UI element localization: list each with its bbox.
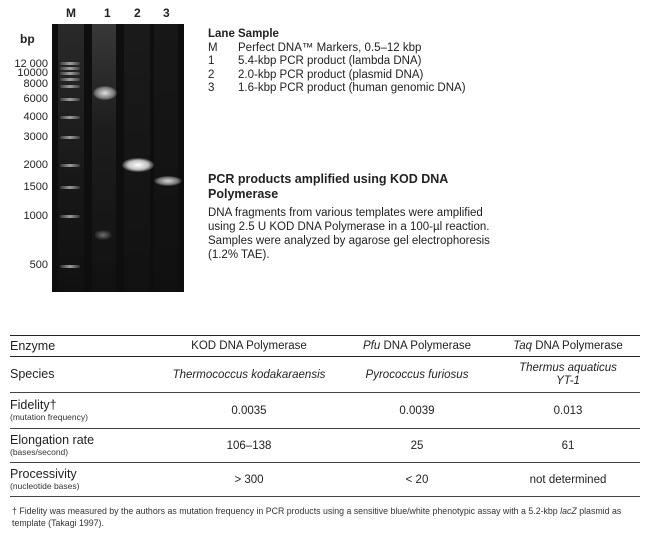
header-pfu-italic: Pfu (362, 340, 381, 352)
ladder-label-1000: 1000 (23, 210, 48, 222)
legend-sample: 2.0-kbp PCR product (plasmid DNA) (238, 68, 424, 81)
footnote-italic: lacZ (560, 506, 577, 516)
elongation-pfu: 25 (338, 429, 496, 463)
elongation-sub: (bases/second) (10, 447, 69, 457)
lane-label-2: 2 (134, 6, 141, 20)
ladder-label-4000: 4000 (23, 111, 48, 123)
ladder-band (60, 72, 80, 75)
ladder-label-8000: 8000 (23, 78, 48, 90)
processivity-taq: not determined (496, 463, 640, 497)
legend-header-sample: Sample (238, 28, 279, 40)
ladder-band (60, 62, 80, 65)
processivity-kod: > 300 (160, 463, 338, 497)
header-pfu (338, 336, 496, 357)
fidelity-kod: 0.0035 (160, 393, 338, 429)
row-label-elongation (10, 429, 160, 463)
sample-band-lane-1 (93, 86, 117, 100)
species-pfu: Pyrococcus furiosus (338, 357, 496, 393)
legend-lane: 3 (208, 82, 215, 94)
elongation-kod: 106–138 (160, 429, 338, 463)
ladder-label-12000: 12 000 (14, 58, 48, 70)
elongation-taq: 61 (496, 429, 640, 463)
legend-lane: M (208, 41, 218, 54)
ladder-band (60, 265, 80, 268)
header-taq-rest: DNA Polymerase (532, 340, 623, 352)
fidelity-pfu: 0.0039 (338, 393, 496, 429)
legend-sample: Perfect DNA™ Markers, 0.5–12 kbp (238, 41, 422, 54)
ladder-band (60, 85, 80, 88)
sample-band-lane-2 (122, 158, 154, 172)
processivity-pfu: < 20 (338, 463, 496, 497)
species-taq (496, 357, 640, 393)
legend-row (208, 69, 466, 83)
ladder-band (60, 98, 80, 101)
row-label-processivity (10, 463, 160, 497)
faint-band-lane-1 (94, 230, 112, 240)
legend-sample: 5.4-kbp PCR product (lambda DNA) (238, 55, 422, 67)
row-label-fidelity (10, 393, 160, 429)
ladder-band (60, 186, 80, 189)
caption-title: PCR products amplified using KOD DNA Polymerase (208, 172, 448, 201)
lane-label-1: 1 (104, 6, 111, 20)
header-taq-italic: Taq (513, 340, 532, 352)
elongation-label: Elongation rate (10, 433, 95, 447)
header-taq (496, 336, 640, 357)
enzyme-comparison-table (10, 335, 640, 497)
legend-lane: 2 (208, 68, 215, 81)
table-row-fidelity (10, 393, 640, 429)
ladder-label-2000: 2000 (23, 159, 48, 171)
ladder-band (60, 78, 80, 81)
caption-body: DNA fragments from various templates were amplified using 2.5 U KOD DNA Polymerase in a 100-µl reaction. Samples were analyzed by agarose gel electrophoresis (1.2% TAE). (208, 207, 490, 261)
lane-smear-3 (154, 24, 178, 292)
lane-label-m: M (66, 6, 76, 20)
lane-smear-1 (92, 24, 116, 292)
ladder-band (60, 136, 80, 139)
lane-label-3: 3 (163, 6, 170, 20)
ladder-band (60, 164, 80, 167)
legend-sample: 1.6-kbp PCR product (human genomic DNA) (238, 82, 466, 94)
table-footnote (12, 505, 638, 529)
lane-legend (208, 28, 466, 96)
table-row-processivity (10, 463, 640, 497)
ladder-label-3000: 3000 (23, 131, 48, 143)
ladder-label-10000: 10000 (17, 67, 48, 79)
ladder-band (60, 215, 80, 218)
header-kod: KOD DNA Polymerase (160, 336, 338, 357)
legend-header-lane: Lane (208, 28, 235, 40)
ladder-band (60, 67, 80, 70)
legend-row (208, 55, 466, 69)
species-taq-line2: YT-1 (556, 374, 580, 387)
table-header-row (10, 336, 640, 357)
header-enzyme: Enzyme (10, 336, 160, 357)
species-kod: Thermococcus kodakaraensis (160, 357, 338, 393)
footnote-before: † Fidelity was measured by the authors as mutation frequency in PCR products using a sensitive blue/white phenotypic assay with a 5.2-kbp (12, 506, 561, 516)
fidelity-taq: 0.013 (496, 393, 640, 429)
ladder-label-1500: 1500 (23, 181, 48, 193)
species-taq-line1: Thermus aquaticus (519, 361, 617, 374)
ladder-label-6000: 6000 (23, 93, 48, 105)
row-label-species: Species (10, 357, 160, 393)
ladder-label-500: 500 (29, 259, 48, 271)
header-pfu-rest: DNA Polymerase (380, 340, 472, 352)
footnote-after: plasmid as template (Takagi 1997). (12, 506, 622, 528)
legend-row (208, 82, 466, 96)
processivity-sub: (nucleotide bases) (10, 481, 80, 491)
legend-header (208, 28, 466, 42)
legend-row (208, 42, 466, 56)
ladder-band (60, 116, 80, 119)
gel-figure (0, 0, 200, 300)
fidelity-sub: (mutation frequency) (10, 412, 88, 422)
figure-caption (208, 172, 498, 262)
legend-lane: 1 (208, 55, 215, 67)
table-row-species (10, 357, 640, 393)
gel-image (52, 24, 184, 292)
sample-band-lane-3 (154, 176, 182, 186)
processivity-label: Processivity (10, 467, 77, 481)
table-row-elongation (10, 429, 640, 463)
fidelity-label: Fidelity† (10, 398, 57, 412)
bp-unit-label: bp (20, 32, 35, 46)
